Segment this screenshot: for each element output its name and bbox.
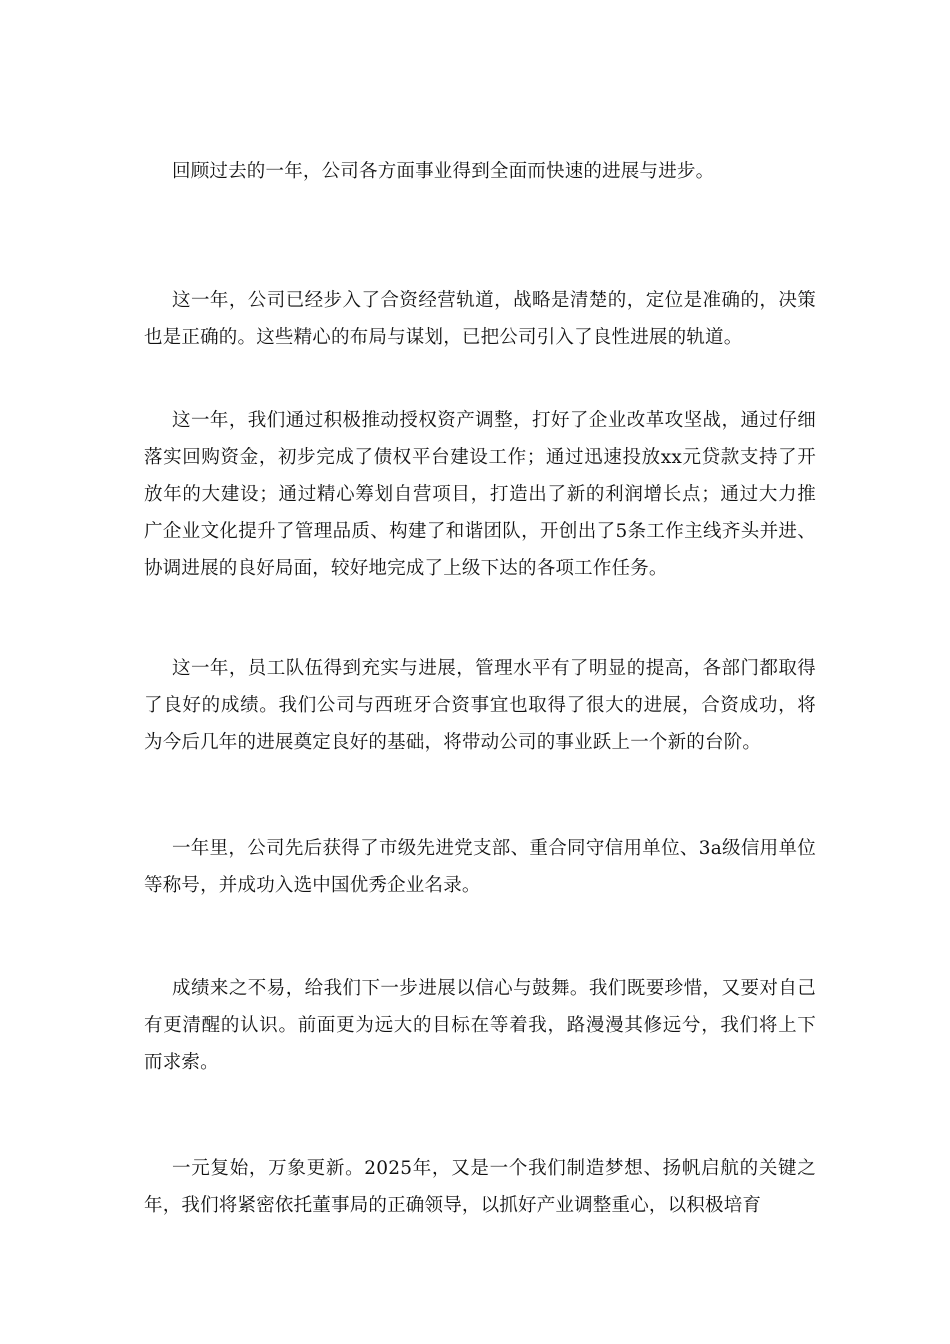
paragraph-new-year: 一元复始，万象更新。2025年，又是一个我们制造梦想、扬帆启航的关键之年，我们将紧密依托董事局的正确领导，以抓好产业调整重心，以积极培育 <box>144 1158 816 1216</box>
paragraph-honors: 一年里，公司先后获得了市级先进党支部、重合同守信用单位、3a级信用单位等称号，并成功入选中国优秀企业名录。 <box>144 838 816 896</box>
paragraph-outlook: 成绩来之不易，给我们下一步进展以信心与鼓舞。我们既要珍惜，又要对自己有更清醒的认识。前面更为远大的目标在等着我，路漫漫其修远兮，我们将上下而求索。 <box>144 978 816 1073</box>
paragraph-review: 回顾过去的一年，公司各方面事业得到全面而快速的进展与进步。 <box>172 161 715 182</box>
paragraph-strategy: 这一年，公司已经步入了合资经营轨道，战略是清楚的，定位是准确的，决策也是正确的。这些精心的布局与谋划，已把公司引入了良性进展的轨道。 <box>144 290 816 348</box>
paragraph-staff: 这一年，员工队伍得到充实与进展，管理水平有了明显的提高，各部门都取得了良好的成绩。我们公司与西班牙合资事宜也取得了很大的进展，合资成功，将为今后几年的进展奠定良好的基础，将带动公司的事业跃上一个新的台阶。 <box>144 658 816 753</box>
paragraph-achievements: 这一年，我们通过积极推动授权资产调整，打好了企业改革攻坚战，通过仔细落实回购资金，初步完成了债权平台建设工作；通过迅速投放xx元贷款支持了开放年的大建设；通过精心筹划自营项目，打造出了新的利润增长点；通过大力推广企业文化提升了管理品质、构建了和谐团队，开创出了5条工作主线齐头并进、协调进展的良好局面，较好地完成了上级下达的各项工作任务。 <box>144 410 816 579</box>
